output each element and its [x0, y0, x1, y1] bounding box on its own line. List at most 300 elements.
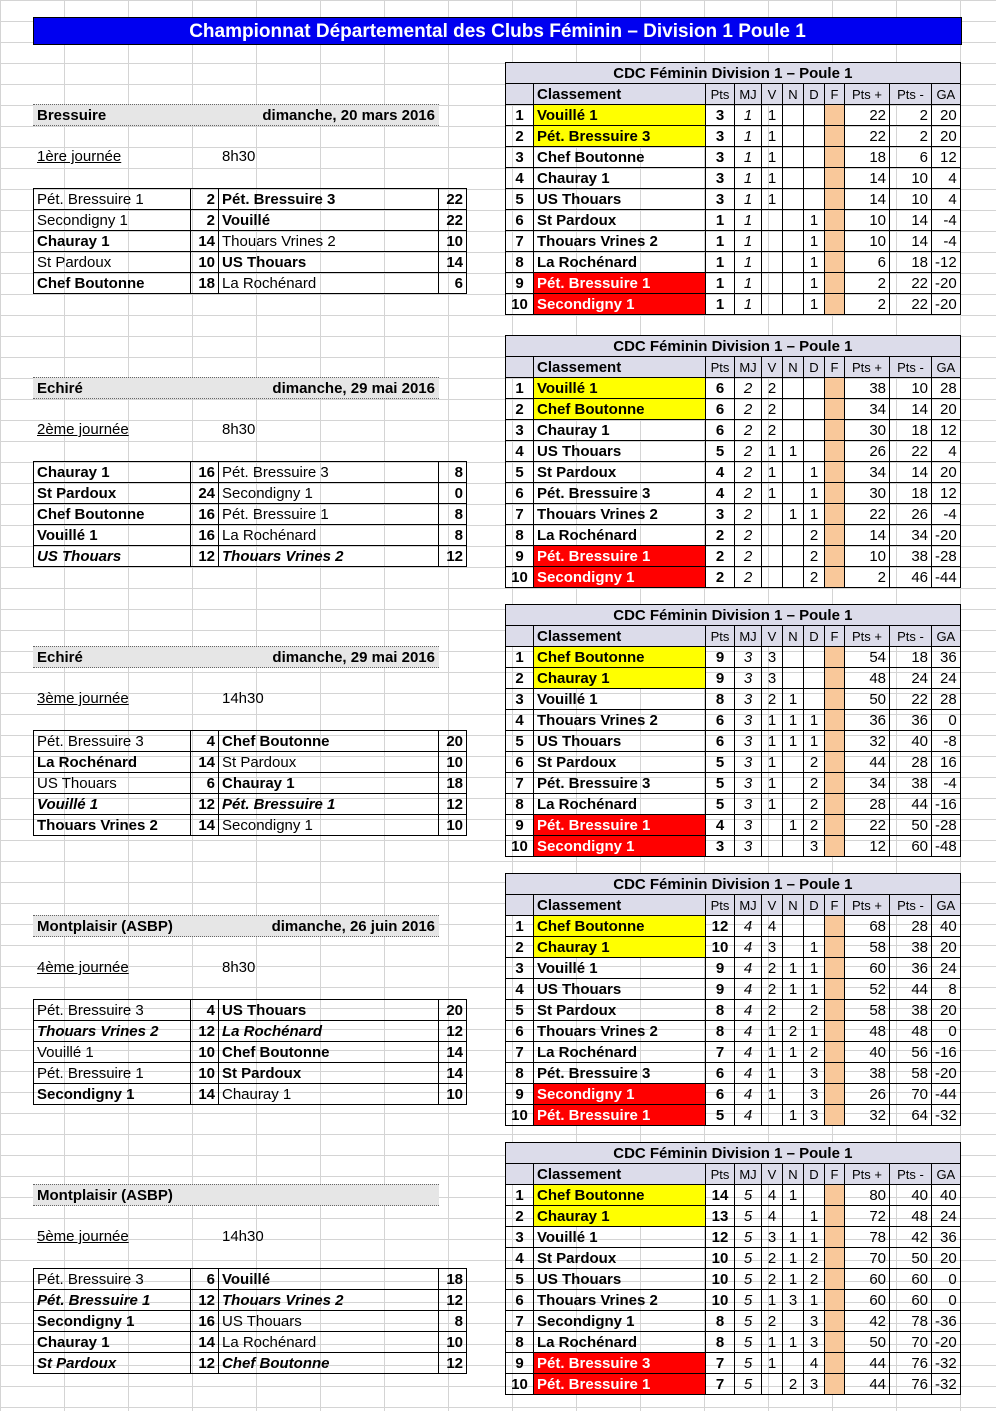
rank: 3: [506, 147, 534, 168]
away-score: 18: [439, 1269, 467, 1290]
matches-played: 2: [735, 567, 762, 588]
wins: 1: [762, 1042, 783, 1063]
wins: 1: [762, 168, 783, 189]
points: 7: [706, 1374, 735, 1395]
home-score: 14: [191, 752, 219, 773]
home-score: 16: [191, 462, 219, 483]
wins: 1: [762, 189, 783, 210]
matches-played: 2: [735, 420, 762, 441]
points-for: 6: [845, 252, 890, 273]
team-name: Chauray 1: [534, 420, 706, 441]
standings-table: [505, 604, 961, 857]
wins: 2: [762, 689, 783, 710]
matches-played: 1: [735, 126, 762, 147]
team-name: St Pardoux: [534, 1248, 706, 1269]
losses: 3: [804, 1332, 825, 1353]
draws: 1: [783, 979, 804, 1000]
rank: 1: [506, 105, 534, 126]
losses: [804, 105, 825, 126]
team-name: Pét. Bressuire 3: [534, 1063, 706, 1084]
losses: 1: [804, 1290, 825, 1311]
points-against: 44: [890, 794, 932, 815]
rank: 8: [506, 525, 534, 546]
draws: [783, 294, 804, 315]
away-score: 10: [439, 1332, 467, 1353]
forfeits: [825, 105, 845, 126]
standings-row: [506, 105, 961, 126]
points-against: 6: [890, 147, 932, 168]
forfeits: [825, 815, 845, 836]
points-against: 38: [890, 1000, 932, 1021]
home-score: 10: [191, 252, 219, 273]
away-team: La Rochénard: [219, 525, 439, 546]
goal-average: 12: [932, 147, 961, 168]
forfeits: [825, 1311, 845, 1332]
draws: [783, 1311, 804, 1332]
matches-table: [33, 730, 467, 836]
draws: 1: [783, 441, 804, 462]
away-team: Secondigny 1: [219, 483, 439, 504]
draws: [783, 210, 804, 231]
draws: [783, 147, 804, 168]
points-for: 30: [845, 420, 890, 441]
points: 8: [706, 1021, 735, 1042]
forfeits: [825, 1332, 845, 1353]
points: 3: [706, 189, 735, 210]
header-rank: [506, 626, 534, 647]
away-score: 10: [439, 231, 467, 252]
losses: [804, 689, 825, 710]
standings-table: [505, 62, 961, 315]
losses: 2: [804, 815, 825, 836]
forfeits: [825, 399, 845, 420]
losses: 3: [804, 1084, 825, 1105]
header-pts-plus: Pts +: [845, 895, 890, 916]
standings-row: [506, 189, 961, 210]
points-for: 48: [845, 668, 890, 689]
standings-row: [506, 668, 961, 689]
standings-row: [506, 1269, 961, 1290]
rank: 10: [506, 836, 534, 857]
standings-row: [506, 1374, 961, 1395]
header-pts-plus: Pts +: [845, 626, 890, 647]
wins: 1: [762, 483, 783, 504]
team-name: Chef Boutonne: [534, 147, 706, 168]
points: 5: [706, 1105, 735, 1126]
matches-played: 4: [735, 1042, 762, 1063]
points-against: 38: [890, 546, 932, 567]
draws: [783, 1084, 804, 1105]
rank: 1: [506, 647, 534, 668]
matches-played: 4: [735, 1084, 762, 1105]
matches-played: 2: [735, 462, 762, 483]
losses: 1: [804, 710, 825, 731]
points-against: 2: [890, 105, 932, 126]
standings-row: [506, 979, 961, 1000]
matches-played: 4: [735, 1063, 762, 1084]
wins: [762, 231, 783, 252]
header-pts-plus: Pts +: [845, 1164, 890, 1185]
points-against: 42: [890, 1227, 932, 1248]
round-label: 1ère journée: [37, 148, 122, 165]
points-for: 2: [845, 294, 890, 315]
round-label: 5ème journée: [37, 1228, 129, 1245]
matches-played: 3: [735, 752, 762, 773]
points-for: 22: [845, 504, 890, 525]
round-venue: [33, 915, 439, 937]
wins: [762, 836, 783, 857]
points-against: 2: [890, 126, 932, 147]
away-score: 14: [439, 1063, 467, 1084]
forfeits: [825, 483, 845, 504]
forfeits: [825, 647, 845, 668]
goal-average: 4: [932, 441, 961, 462]
rank: 10: [506, 294, 534, 315]
round-label: 4ème journée: [37, 959, 129, 976]
matches-played: 3: [735, 710, 762, 731]
home-team: Pét. Bressuire 1: [34, 1063, 191, 1084]
round-time: 14h30: [222, 690, 264, 707]
losses: 3: [804, 1105, 825, 1126]
wins: [762, 504, 783, 525]
points-for: 38: [845, 378, 890, 399]
standings-row: [506, 836, 961, 857]
team-name: Pét. Bressuire 3: [534, 773, 706, 794]
points-against: 36: [890, 958, 932, 979]
rank: 10: [506, 1105, 534, 1126]
matches-played: 4: [735, 958, 762, 979]
team-name: US Thouars: [534, 1269, 706, 1290]
points: 3: [706, 168, 735, 189]
wins: 4: [762, 1206, 783, 1227]
team-name: Secondigny 1: [534, 1311, 706, 1332]
away-score: 10: [439, 752, 467, 773]
wins: 1: [762, 1021, 783, 1042]
losses: [804, 1185, 825, 1206]
points: 6: [706, 420, 735, 441]
rank: 9: [506, 273, 534, 294]
losses: [804, 420, 825, 441]
standings-row: [506, 1248, 961, 1269]
wins: 3: [762, 937, 783, 958]
points: 3: [706, 105, 735, 126]
away-score: 10: [439, 815, 467, 836]
points-for: 50: [845, 1332, 890, 1353]
rank: 3: [506, 689, 534, 710]
team-name: Vouillé 1: [534, 1227, 706, 1248]
draws: 2: [783, 1374, 804, 1395]
rank: 6: [506, 752, 534, 773]
losses: 1: [804, 294, 825, 315]
rank: 6: [506, 1021, 534, 1042]
points-for: 60: [845, 958, 890, 979]
standings-row: [506, 731, 961, 752]
matches-played: 2: [735, 483, 762, 504]
standings-title: CDC Féminin Division 1 – Poule 1: [506, 336, 961, 357]
team-name: Chef Boutonne: [534, 1185, 706, 1206]
points-for: 10: [845, 546, 890, 567]
away-score: 0: [439, 483, 467, 504]
points-against: 70: [890, 1332, 932, 1353]
team-name: Thouars Vrines 2: [534, 710, 706, 731]
away-team: Chef Boutonne: [219, 1353, 439, 1374]
points-against: 50: [890, 1248, 932, 1269]
losses: 1: [804, 252, 825, 273]
forfeits: [825, 126, 845, 147]
goal-average: 40: [932, 1185, 961, 1206]
rank: 3: [506, 420, 534, 441]
rank: 7: [506, 1311, 534, 1332]
forfeits: [825, 731, 845, 752]
losses: 2: [804, 773, 825, 794]
standings-row: [506, 294, 961, 315]
home-team: US Thouars: [34, 546, 191, 567]
draws: 1: [783, 731, 804, 752]
draws: 1: [783, 1248, 804, 1269]
points: 4: [706, 462, 735, 483]
points-against: 26: [890, 504, 932, 525]
match-row: [34, 1000, 467, 1021]
home-team: St Pardoux: [34, 483, 191, 504]
points: 1: [706, 252, 735, 273]
rank: 4: [506, 979, 534, 1000]
team-name: Chef Boutonne: [534, 399, 706, 420]
points-against: 14: [890, 231, 932, 252]
losses: 1: [804, 504, 825, 525]
standings-row: [506, 567, 961, 588]
header-pts-plus: Pts +: [845, 84, 890, 105]
team-name: Vouillé 1: [534, 958, 706, 979]
away-score: 8: [439, 525, 467, 546]
header-rank: [506, 1164, 534, 1185]
team-name: Pét. Bressuire 3: [534, 126, 706, 147]
away-score: 8: [439, 462, 467, 483]
goal-average: -20: [932, 1063, 961, 1084]
standings-row: [506, 126, 961, 147]
away-team: Pét. Bressuire 1: [219, 794, 439, 815]
match-row: [34, 231, 467, 252]
points-for: 10: [845, 231, 890, 252]
points-for: 50: [845, 689, 890, 710]
points-for: 14: [845, 189, 890, 210]
forfeits: [825, 294, 845, 315]
matches-played: 5: [735, 1269, 762, 1290]
away-score: 20: [439, 731, 467, 752]
points-for: 10: [845, 210, 890, 231]
header-ga: GA: [932, 84, 961, 105]
match-row: [34, 273, 467, 294]
home-score: 6: [191, 1269, 219, 1290]
forfeits: [825, 1000, 845, 1021]
team-name: La Rochénard: [534, 525, 706, 546]
header-pts: Pts: [706, 84, 735, 105]
away-team: La Rochénard: [219, 1332, 439, 1353]
matches-played: 5: [735, 1374, 762, 1395]
points-for: 38: [845, 1063, 890, 1084]
matches-played: 1: [735, 210, 762, 231]
wins: [762, 546, 783, 567]
away-score: 14: [439, 1042, 467, 1063]
points-for: 44: [845, 1353, 890, 1374]
team-name: Chauray 1: [534, 168, 706, 189]
losses: 1: [804, 231, 825, 252]
away-team: Thouars Vrines 2: [219, 1290, 439, 1311]
team-name: Pét. Bressuire 1: [534, 815, 706, 836]
wins: 1: [762, 462, 783, 483]
draws: 1: [783, 504, 804, 525]
forfeits: [825, 1084, 845, 1105]
round-label: 2ème journée: [37, 421, 129, 438]
header-ga: GA: [932, 357, 961, 378]
home-score: 10: [191, 1063, 219, 1084]
losses: 2: [804, 752, 825, 773]
wins: 3: [762, 668, 783, 689]
team-name: St Pardoux: [534, 1000, 706, 1021]
points-against: 76: [890, 1374, 932, 1395]
away-team: Chef Boutonne: [219, 1042, 439, 1063]
draws: [783, 273, 804, 294]
goal-average: 0: [932, 1269, 961, 1290]
goal-average: -8: [932, 731, 961, 752]
losses: 2: [804, 567, 825, 588]
standings-row: [506, 1021, 961, 1042]
header-f: F: [825, 357, 845, 378]
losses: 3: [804, 1374, 825, 1395]
match-row: [34, 210, 467, 231]
standings-row: [506, 937, 961, 958]
points-for: 68: [845, 916, 890, 937]
forfeits: [825, 231, 845, 252]
round-date: dimanche, 26 juin 2016: [271, 918, 435, 935]
points-against: 10: [890, 168, 932, 189]
losses: [804, 647, 825, 668]
team-name: La Rochénard: [534, 1042, 706, 1063]
forfeits: [825, 168, 845, 189]
team-name: Chef Boutonne: [534, 916, 706, 937]
header-pts-minus: Pts -: [890, 626, 932, 647]
away-score: 18: [439, 773, 467, 794]
rank: 9: [506, 815, 534, 836]
losses: [804, 668, 825, 689]
home-score: 14: [191, 1332, 219, 1353]
header-mj: MJ: [735, 357, 762, 378]
standings-row: [506, 1000, 961, 1021]
matches-played: 3: [735, 836, 762, 857]
points: 10: [706, 1269, 735, 1290]
points: 8: [706, 1311, 735, 1332]
team-name: US Thouars: [534, 441, 706, 462]
goal-average: -32: [932, 1353, 961, 1374]
points-against: 70: [890, 1084, 932, 1105]
forfeits: [825, 710, 845, 731]
draws: [783, 668, 804, 689]
draws: [783, 916, 804, 937]
goal-average: 28: [932, 378, 961, 399]
goal-average: -44: [932, 567, 961, 588]
rank: 2: [506, 668, 534, 689]
home-team: Chef Boutonne: [34, 273, 191, 294]
losses: [804, 168, 825, 189]
header-pts: Pts: [706, 626, 735, 647]
team-name: Pét. Bressuire 1: [534, 1374, 706, 1395]
forfeits: [825, 273, 845, 294]
round-date: dimanche, 29 mai 2016: [272, 649, 435, 666]
points: 8: [706, 1000, 735, 1021]
points-against: 46: [890, 567, 932, 588]
team-name: US Thouars: [534, 189, 706, 210]
matches-played: 5: [735, 1290, 762, 1311]
matches-played: 5: [735, 1206, 762, 1227]
points: 3: [706, 836, 735, 857]
forfeits: [825, 979, 845, 1000]
home-score: 2: [191, 189, 219, 210]
rank: 2: [506, 126, 534, 147]
points: 5: [706, 441, 735, 462]
goal-average: -12: [932, 252, 961, 273]
header-d: D: [804, 895, 825, 916]
matches-played: 2: [735, 378, 762, 399]
team-name: Pét. Bressuire 1: [534, 546, 706, 567]
goal-average: -20: [932, 294, 961, 315]
team-name: Pét. Bressuire 1: [534, 1105, 706, 1126]
away-score: 8: [439, 1311, 467, 1332]
goal-average: 36: [932, 647, 961, 668]
goal-average: -44: [932, 1084, 961, 1105]
points: 6: [706, 1063, 735, 1084]
forfeits: [825, 462, 845, 483]
losses: [804, 399, 825, 420]
goal-average: -4: [932, 773, 961, 794]
goal-average: 24: [932, 1206, 961, 1227]
away-team: Secondigny 1: [219, 815, 439, 836]
standings-row: [506, 916, 961, 937]
standings-row: [506, 710, 961, 731]
points: 2: [706, 567, 735, 588]
rank: 8: [506, 794, 534, 815]
standings-title: CDC Féminin Division 1 – Poule 1: [506, 63, 961, 84]
losses: 3: [804, 836, 825, 857]
header-pts: Pts: [706, 895, 735, 916]
home-team: Pét. Bressuire 1: [34, 1290, 191, 1311]
standings-row: [506, 252, 961, 273]
points-against: 78: [890, 1311, 932, 1332]
draws: [783, 546, 804, 567]
home-team: Chauray 1: [34, 1332, 191, 1353]
points-against: 18: [890, 420, 932, 441]
losses: [804, 378, 825, 399]
standings-row: [506, 1084, 961, 1105]
matches-played: 2: [735, 525, 762, 546]
points-against: 48: [890, 1021, 932, 1042]
points: 4: [706, 483, 735, 504]
losses: 2: [804, 1042, 825, 1063]
match-row: [34, 483, 467, 504]
rank: 5: [506, 1000, 534, 1021]
away-score: 12: [439, 546, 467, 567]
points-for: 22: [845, 105, 890, 126]
points-for: 14: [845, 168, 890, 189]
header-d: D: [804, 84, 825, 105]
points-against: 18: [890, 483, 932, 504]
points-against: 22: [890, 441, 932, 462]
matches-played: 1: [735, 231, 762, 252]
team-name: Thouars Vrines 2: [534, 1021, 706, 1042]
wins: 1: [762, 710, 783, 731]
points-for: 18: [845, 147, 890, 168]
draws: [783, 525, 804, 546]
round-venue: [33, 377, 439, 399]
team-name: Vouillé 1: [534, 689, 706, 710]
